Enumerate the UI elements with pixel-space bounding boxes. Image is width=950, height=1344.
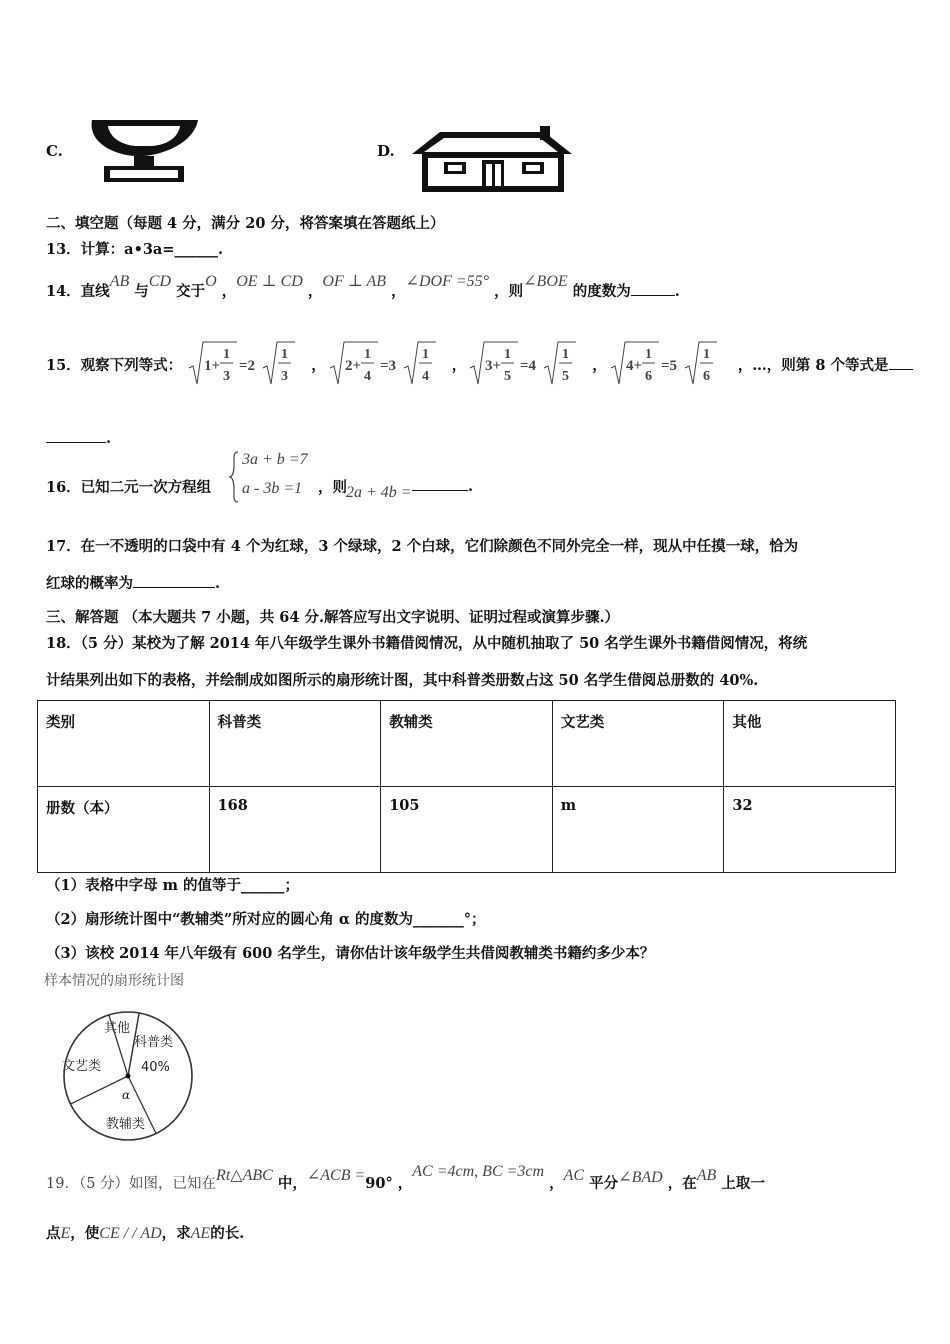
radicand-int: 3+: [485, 358, 502, 374]
fraction-denominator: 6: [702, 369, 710, 384]
q19-bad: ∠BAD: [618, 1169, 663, 1186]
q15-equation: [187, 338, 305, 394]
q19-prefix: 19．（5 分）如图，已知在: [46, 1176, 217, 1192]
fraction-numerator: 1: [504, 347, 512, 362]
q19-deg: 90°: [365, 1175, 393, 1192]
q14-o: O: [205, 273, 217, 290]
q14-angle: ∠DOF =55°: [405, 273, 490, 290]
pie-center: [126, 1074, 131, 1079]
q14: 14．直线AB 与CD 交于O ，OE ⊥ CD ，OF ⊥ AB ，∠DOF =55° ，则∠BOE 的度数为 .: [46, 273, 680, 300]
equals-coefficient: =2: [239, 358, 256, 374]
q16-eq1: 3a + b =7: [242, 451, 308, 468]
table-cell: 168: [209, 787, 381, 873]
table-cell: 教辅类: [381, 701, 553, 787]
q19-ae: AE: [190, 1225, 211, 1242]
pie-label-alpha: α: [122, 1088, 131, 1102]
q19-e: E: [60, 1225, 71, 1242]
q14-perp2: OF ⊥ AB: [322, 273, 387, 290]
q19-line2d: 的长.: [210, 1225, 245, 1242]
chart-title: 样本情况的扇形统计图: [44, 973, 184, 989]
equals-coefficient: =5: [660, 358, 677, 374]
table-header-row: [38, 701, 896, 787]
q14-comma-2: ，: [307, 283, 323, 300]
q18-sub1: （1）表格中字母 m 的值等于______；: [46, 877, 300, 894]
pie-label-literature: 文艺类: [62, 1059, 102, 1074]
q15-equation-svg: [187, 338, 305, 390]
section2-heading: 二、填空题（每题 4 分，满分 20 分，将答案填在答题纸上）: [46, 215, 445, 232]
equals-coefficient: =3: [379, 358, 396, 374]
q14-ab: AB: [109, 273, 130, 290]
q18-sub2: （2）扇形统计图中“教辅类”所对应的圆心角 α 的度数为_______°；: [46, 911, 486, 928]
fraction-numerator: 1: [562, 347, 570, 362]
q19-sides: AC =4cm, BC =3cm: [412, 1163, 545, 1180]
q19-bisect: 平分: [589, 1175, 619, 1192]
table-cell: 科普类: [209, 701, 381, 787]
fraction-denominator: 3: [281, 369, 289, 384]
q15-separator: ，: [592, 357, 607, 374]
q15-equation-svg: [328, 338, 446, 390]
option-d-label: D.: [377, 142, 395, 160]
fraction-denominator: 3: [223, 369, 231, 384]
fraction-numerator: 1: [363, 347, 371, 362]
section3-heading: 三、解答题 （本大题共 7 小题，共 64 分.解答应写出文字说明、证明过程或演算步骤.）: [46, 609, 620, 626]
radicand-int: 2+: [344, 358, 361, 374]
table-cell: 文艺类: [552, 701, 724, 787]
q15-equation: [468, 338, 586, 394]
q19-ac: AC: [563, 1167, 585, 1184]
fraction-numerator: 1: [644, 347, 652, 362]
q15-suffix: ，…，则第 8 个等式是: [737, 357, 889, 374]
q19-line1: [46, 1163, 765, 1193]
q16-then: ，则: [318, 479, 347, 496]
table-cell: m: [552, 787, 724, 873]
q19-par: CE / / AD: [99, 1225, 162, 1242]
pie-label-tutoring: 教辅类: [106, 1117, 146, 1132]
fraction-denominator: 6: [644, 369, 652, 384]
table-cell: 其他: [724, 701, 896, 787]
q13: 13．计算：a•3a=______.: [46, 241, 224, 258]
stat-table: [37, 700, 896, 873]
q16-expr: 2a + 4b =: [346, 484, 412, 501]
pie-label-science-pct: 40%: [141, 1060, 170, 1075]
q14-answer-blank: [631, 294, 675, 296]
q19-line2a: 点: [46, 1225, 61, 1242]
option-c-label: C.: [46, 142, 63, 160]
q14-cd: CD: [148, 273, 172, 290]
q17-line2: 红球的概率为 .: [46, 575, 221, 592]
q18-sub3: （3）该校 2014 年八年级有 600 名学生，请你估计该年级学生共借阅教辅类书籍约多少本？: [46, 945, 655, 962]
fraction-numerator: 1: [702, 347, 710, 362]
table-cell: 册数（本）: [38, 787, 210, 873]
q15-equation: [328, 338, 446, 394]
q15-equation: [609, 338, 727, 394]
pie-chart: [56, 1006, 202, 1142]
q16-prefix: 16．已知二元一次方程组: [46, 479, 212, 496]
table-cell: 105: [381, 787, 553, 873]
q14-meet: 交于: [176, 283, 206, 300]
q16-answer-blank: [412, 489, 468, 491]
q17-line2-text: 红球的概率为: [46, 575, 133, 592]
q14-then: ，则: [494, 283, 524, 300]
pie-label-other: 其他: [104, 1021, 131, 1036]
q15-prefix: 15．观察下列等式：: [46, 357, 183, 374]
fraction-numerator: 1: [421, 347, 429, 362]
fraction-numerator: 1: [281, 347, 289, 362]
q19-c1: ，: [397, 1175, 413, 1192]
q14-and: 与: [134, 283, 149, 300]
q19-take: 上取一: [721, 1175, 765, 1192]
q19-c2: ，: [549, 1175, 564, 1192]
q19-line2b: ，使: [70, 1225, 100, 1242]
q18-line1: 18．（5 分）某校为了解 2014 年八年级学生课外书籍借阅情况，从中随机抽取了 50 名学生课外书籍借阅情况，将统: [46, 635, 808, 652]
q15-equations: [187, 347, 733, 384]
fraction-denominator: 5: [504, 369, 512, 384]
q17-answer-blank: [133, 586, 215, 588]
q15: [46, 338, 913, 394]
q18-line2: 计结果列出如下的表格，并绘制成如图所示的扇形统计图，其中科普类册数占这 50 名学生借阅总册数的 40%.: [46, 672, 759, 689]
q15-separator: ，: [311, 357, 326, 374]
fraction-denominator: 4: [363, 369, 371, 384]
q14-suffix: 的度数为: [572, 283, 631, 300]
radicand-int: 1+: [204, 358, 221, 374]
pie-label-science: 科普类: [134, 1035, 174, 1050]
q15-equation-svg: [609, 338, 727, 390]
q14-perp1: OE ⊥ CD: [236, 273, 303, 290]
table-cell: 类别: [38, 701, 210, 787]
q16-eq2: a - 3b =1: [242, 480, 303, 497]
q14-angle2: ∠BOE: [523, 273, 568, 290]
q16-blank-wrap: .: [412, 478, 473, 495]
q19-line2: [46, 1222, 244, 1243]
q19-line2c: ，求: [161, 1225, 191, 1242]
q15-separator: ，: [451, 357, 467, 374]
q19-angle: ∠ACB =: [306, 1167, 366, 1184]
q15-equation-svg: [468, 338, 586, 390]
fraction-denominator: 4: [421, 369, 429, 384]
q15-answer-blank-1: [889, 368, 913, 370]
q14-comma-1: ，: [221, 283, 237, 300]
trophy-icon: [82, 112, 208, 184]
brace-icon: [228, 450, 240, 504]
q19-ab: AB: [696, 1167, 717, 1184]
q17-line1: 17．在一不透明的口袋中有 4 个为红球，3 个绿球，2 个白球，它们除颜色不同外完全一样，现从中任摸一球，恰为: [46, 538, 799, 555]
fraction-numerator: 1: [223, 347, 231, 362]
equals-coefficient: =4: [520, 358, 537, 374]
fraction-denominator: 5: [562, 369, 570, 384]
q15-answer-blank-2: [46, 441, 106, 443]
q19-mid: 中，: [277, 1175, 307, 1192]
q19-c3: ，在: [667, 1175, 697, 1192]
q14-comma-3: ，: [391, 283, 406, 300]
radicand-int: 4+: [625, 358, 642, 374]
q16: [46, 476, 211, 497]
q19-tri: Rt△ABC: [216, 1167, 273, 1184]
table-row: [38, 787, 896, 873]
q15-continuation: .: [46, 430, 111, 447]
house-icon: [410, 124, 574, 194]
table-cell: 32: [724, 787, 896, 873]
q14-prefix: 14．直线: [46, 283, 110, 300]
